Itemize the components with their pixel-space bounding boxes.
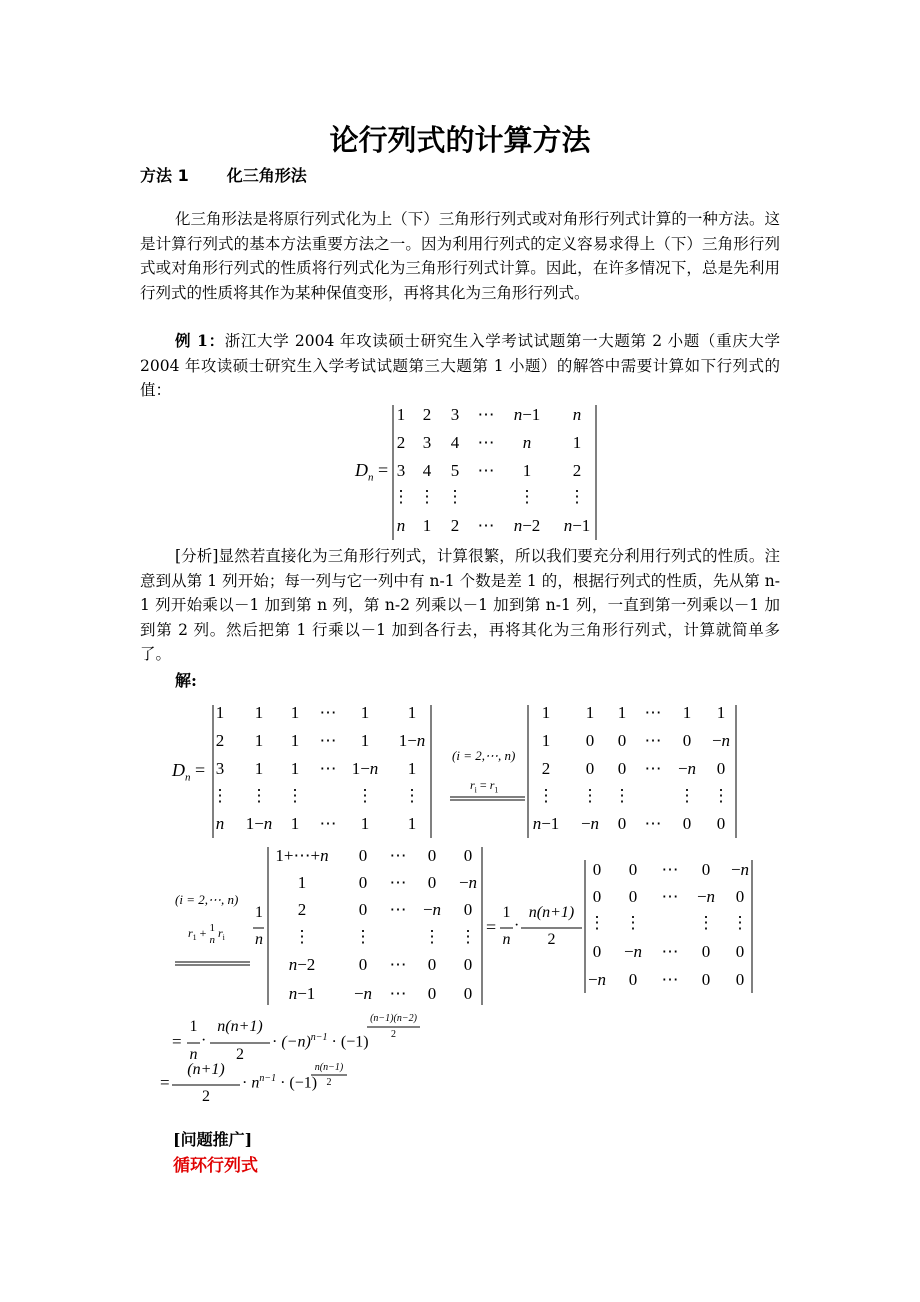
m3-entry: 0 [427, 873, 437, 892]
m3-entry: 0 [427, 846, 437, 865]
m3-entry: 0 [463, 984, 473, 1003]
m0-entry: 4 [450, 433, 460, 452]
m4-entry: 0 [592, 887, 602, 906]
result2-equals: = [160, 1073, 170, 1092]
result2-exponent-num: n(n−1) [314, 1062, 344, 1073]
m1-entry: 2 [215, 731, 225, 750]
m3-entry: ⋯ [389, 984, 407, 1003]
m3-entry: −n [422, 900, 442, 919]
m4-entry: ⋮ [731, 913, 749, 932]
m0-entry: ⋮ [418, 487, 436, 506]
m1-entry: ⋯ [319, 814, 337, 833]
m2-entry: n−1 [532, 814, 560, 833]
m2-entry: ⋮ [613, 786, 631, 805]
m2-entry: 1 [541, 731, 551, 750]
method-number: 方法 1 [140, 166, 189, 185]
m1-entry: n [215, 814, 225, 833]
m2-entry: 0 [585, 759, 595, 778]
m0-entry: ⋯ [477, 461, 495, 480]
m3-entry: 2 [297, 900, 307, 919]
m4-entry: 0 [592, 942, 602, 961]
m2-entry: 1 [716, 703, 726, 722]
m3-entry: ⋮ [423, 927, 441, 946]
result2-power: · $n^{n-1} \cdot (-1)$ [242, 1073, 318, 1092]
m0-entry: 3 [396, 461, 406, 480]
m4-entry: ⋮ [697, 913, 715, 932]
m4-entry: −n [696, 887, 716, 906]
center-dot: · [514, 917, 520, 934]
m2-entry: ⋯ [644, 731, 662, 750]
m3-entry: 0 [358, 846, 368, 865]
m4-entry: 0 [701, 860, 711, 879]
method-heading [140, 163, 307, 186]
result1-den-n: n [189, 1046, 198, 1063]
result2-exponent-den: 2 [326, 1077, 332, 1088]
m2-entry: 2 [541, 759, 551, 778]
analysis-label: [分析] [175, 547, 219, 565]
m0-entry: 2 [396, 433, 406, 452]
m2-entry: 0 [682, 814, 692, 833]
analysis-text: 显然若直接化为三角形行列式，计算很繁，所以我们要充分利用行列式的性质。注意到从第 1 列开始；每一列与它一列中有 n-1 个数是差 1 的，根据行列式的性质，先从第 n-1 列开始乘以－1 加到第 n 列，第 n-2 列乘以－1 加到第 n-1 列，一直到第一列乘以－1 加到第 2 列。然后把第 1 行乘以－1 加到各行去，再将其化为三角形行列式，计算就简单多了。 [140, 547, 780, 663]
m3-entry: ⋮ [293, 927, 311, 946]
m1-entry: 1 [407, 703, 417, 722]
m1-entry: ⋮ [403, 786, 421, 805]
m2-entry: 1 [682, 703, 692, 722]
m3-entry: n−2 [288, 955, 316, 974]
m0-entry: 2 [572, 461, 582, 480]
cyclic-determinant-heading: 循环行列式 [173, 1156, 258, 1176]
m0-entry: 3 [422, 433, 432, 452]
m2-entry: 0 [617, 759, 627, 778]
m1-entry: ⋮ [286, 786, 304, 805]
m4-entry: 0 [735, 887, 745, 906]
m2-entry: ⋯ [644, 814, 662, 833]
one-over-n-denominator: n [255, 931, 263, 948]
m4-entry: 0 [592, 860, 602, 879]
m1-entry: 1 [360, 703, 370, 722]
m0-entry: n−1 [563, 516, 591, 535]
m3-entry: 0 [463, 900, 473, 919]
m0-entry: 3 [450, 405, 460, 424]
example-label: 例 1： [175, 331, 225, 350]
m1-entry: 1 [407, 814, 417, 833]
m1-entry: 1−n [245, 814, 273, 833]
m2-entry: 0 [617, 814, 627, 833]
m4-entry: ⋮ [588, 913, 606, 932]
factor-numerator-nn1: n(n+1) [528, 904, 575, 921]
m3-entry: 0 [358, 955, 368, 974]
m2-entry: ⋮ [678, 786, 696, 805]
m3-entry: 1+⋯+n [275, 846, 329, 865]
m2-entry: ⋮ [537, 786, 555, 805]
m3-entry: −n [353, 984, 373, 1003]
m1-entry: 1−n [351, 759, 379, 778]
m2-entry: 1 [617, 703, 627, 722]
m1-entry: 1 [290, 703, 300, 722]
m3-entry: ⋮ [354, 927, 372, 946]
m3-entry: n−1 [288, 984, 316, 1003]
m3-entry: 0 [463, 955, 473, 974]
m1-entry: 1 [290, 731, 300, 750]
m2-entry: 0 [617, 731, 627, 750]
result1-exponent-den: 2 [391, 1029, 396, 1040]
m1-entry: 1 [254, 703, 264, 722]
m3-entry: ⋯ [389, 846, 407, 865]
m0-entry: ⋮ [518, 487, 536, 506]
m3-entry: ⋯ [389, 900, 407, 919]
example-text: 浙江大学 2004 年攻读硕士研究生入学考试试题第一大题第 2 小题（重庆大学 2004 年攻读硕士研究生入学考试试题第三大题第 1 小题）的解答中需要计算如下行列式的值： [140, 332, 780, 399]
m3-entry: 0 [427, 955, 437, 974]
m4-entry: 0 [701, 942, 711, 961]
m0-entry: 1 [522, 461, 532, 480]
result2-num: (n+1) [187, 1061, 225, 1078]
result1-dot: · [201, 1032, 207, 1049]
m4-entry: 0 [735, 942, 745, 961]
result1-neg-n-power: · $(-n)^{n-1} \cdot (-1)$ [272, 1032, 369, 1051]
m4-entry: ⋯ [661, 860, 679, 879]
m0-entry: 2 [450, 516, 460, 535]
m0-entry: ⋮ [568, 487, 586, 506]
m2-entry: −n [580, 814, 600, 833]
m3-entry: ⋮ [459, 927, 477, 946]
m1-entry: 1 [360, 731, 370, 750]
m4-entry: ⋯ [661, 942, 679, 961]
m2-entry: −n [677, 759, 697, 778]
m4-entry: ⋯ [661, 970, 679, 989]
m2-entry: ⋯ [644, 703, 662, 722]
m3-entry: 0 [358, 873, 368, 892]
m2-entry: 1 [585, 703, 595, 722]
one-over-n-numerator: 1 [255, 904, 263, 921]
result-fraction-bars [0, 0, 1, 1]
m0-entry: n [572, 405, 582, 424]
m3-entry: 0 [463, 846, 473, 865]
m0-entry: n [396, 516, 406, 535]
m0-entry: 5 [450, 461, 460, 480]
step1-condition: (i = 2,⋯, n) [452, 748, 516, 763]
m4-entry: ⋮ [624, 913, 642, 932]
m2-entry: −n [711, 731, 731, 750]
m2-entry: ⋯ [644, 759, 662, 778]
m0-entry: n [522, 433, 532, 452]
m4-entry: −n [730, 860, 750, 879]
m4-entry: 0 [628, 860, 638, 879]
m1-entry: 3 [215, 759, 225, 778]
m3-entry: 0 [427, 984, 437, 1003]
m0-entry: ⋮ [446, 487, 464, 506]
m3-entry: −n [458, 873, 478, 892]
m0-entry: ⋮ [392, 487, 410, 506]
m0-entry: ⋯ [477, 433, 495, 452]
m3-entry: ⋯ [389, 955, 407, 974]
m0-entry: 1 [572, 433, 582, 452]
m2-entry: 0 [716, 759, 726, 778]
result1-equals: = [172, 1032, 182, 1051]
m1-entry: 1−n [398, 731, 426, 750]
m1-entry: 1 [407, 759, 417, 778]
m1-entry: 1 [215, 703, 225, 722]
m2-entry: 0 [716, 814, 726, 833]
m0-entry: ⋯ [477, 516, 495, 535]
m1-entry: ⋮ [250, 786, 268, 805]
m1-entry: 1 [360, 814, 370, 833]
m3-entry: ⋯ [389, 873, 407, 892]
solution-label: 解: [175, 671, 197, 690]
analysis-paragraph [140, 544, 780, 667]
result2-den: 2 [202, 1088, 210, 1105]
m0-entry: n−2 [513, 516, 541, 535]
m3-entry: 1 [297, 873, 307, 892]
m1-entry: ⋯ [319, 731, 337, 750]
intro-paragraph: 化三角形法是将原行列式化为上（下）三角形行列式或对角形行列式计算的一种方法。这是计算行列式的基本方法重要方法之一。因为利用行列式的定义容易求得上（下）三角形行列式或对角形行列式的性质将行列式化为三角形行列式计算。因此，在许多情况下，总是先利用行列式的性质将其作为某种保值变形，再将其化为三角形行列式。 [140, 210, 780, 302]
factor-denominator-n: n [502, 931, 511, 948]
factor-denominator-2: 2 [547, 931, 556, 948]
result1-num-1: 1 [189, 1018, 198, 1035]
step1-operation: $r_i = r_1$ [470, 778, 499, 795]
m4-entry: −n [623, 942, 643, 961]
m2-entry: ⋮ [581, 786, 599, 805]
method-name: 化三角形法 [226, 166, 307, 185]
m0-entry: 4 [422, 461, 432, 480]
example-paragraph [140, 329, 780, 403]
m0-entry: 1 [396, 405, 406, 424]
m1-entry: ⋮ [211, 786, 229, 805]
m1-entry: ⋮ [356, 786, 374, 805]
m4-entry: ⋯ [661, 887, 679, 906]
m1-entry: ⋯ [319, 703, 337, 722]
page-title: 论行列式的计算方法 [329, 123, 591, 157]
m1-entry: 1 [254, 759, 264, 778]
m0-entry: 1 [422, 516, 432, 535]
result1-exponent-num: (n−1)(n−2) [370, 1013, 417, 1024]
m1-entry: 1 [254, 731, 264, 750]
generalization-heading: [问题推广] [173, 1130, 253, 1149]
m2-entry: 0 [682, 731, 692, 750]
m3-entry: 0 [358, 900, 368, 919]
dn-label-2: $D_n$ = [172, 760, 206, 784]
m4-entry: −n [587, 970, 607, 989]
m4-entry: 0 [701, 970, 711, 989]
m4-entry: 0 [735, 970, 745, 989]
m4-entry: 0 [628, 887, 638, 906]
result1-den-2: 2 [236, 1046, 244, 1063]
m0-entry: ⋯ [477, 405, 495, 424]
m4-entry: 0 [628, 970, 638, 989]
step2-condition: (i = 2,⋯, n) [175, 892, 239, 907]
m2-entry: 0 [585, 731, 595, 750]
result1-num-nn1: n(n+1) [217, 1018, 263, 1035]
step2-operation: $r_1 + 1$ n $r_i$ [188, 922, 225, 946]
m0-entry: 2 [422, 405, 432, 424]
m1-entry: 1 [290, 759, 300, 778]
equals-sign: = [486, 917, 497, 937]
m2-entry: 1 [541, 703, 551, 722]
m1-entry: 1 [290, 814, 300, 833]
factor-numerator-1: 1 [502, 904, 511, 921]
dn-label: $D_n$ = [355, 460, 389, 484]
m1-entry: ⋯ [319, 759, 337, 778]
m0-entry: n−1 [513, 405, 541, 424]
m2-entry: ⋮ [712, 786, 730, 805]
